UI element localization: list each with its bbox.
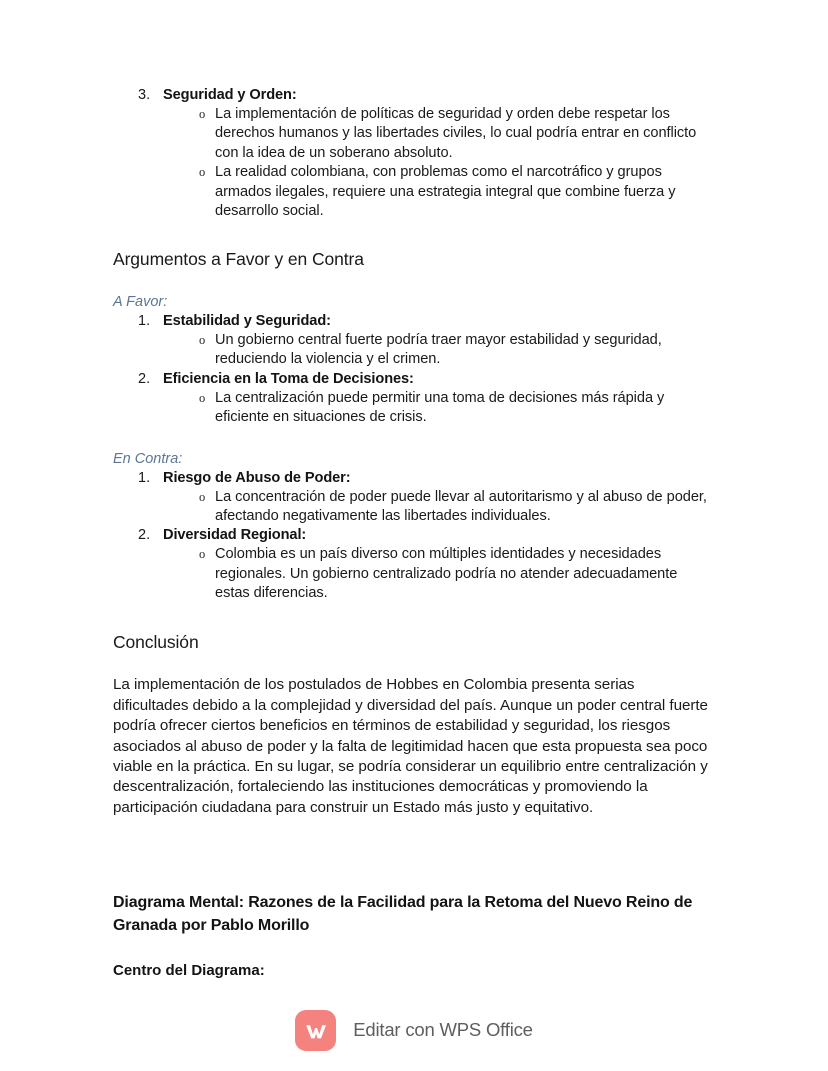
list-number-marker: 1.: [138, 313, 151, 330]
heading-conclusion: Conclusión: [113, 631, 199, 652]
list-item-title: Diversidad Regional:: [163, 527, 307, 544]
list-item-title: Eficiencia en la Toma de Decisiones:: [163, 370, 414, 387]
sublist-item-text: La implementación de políticas de seguridad y orden debe respetar los derechos humanos y las libertades civiles, lo cual podría entrar en conflicto con la idea de un soberano absoluto.: [215, 106, 697, 161]
wps-watermark-label: Editar con WPS Office: [353, 1019, 533, 1041]
list-item-title: Riesgo de Abuso de Poder:: [163, 469, 351, 486]
sublist: [163, 331, 713, 370]
subheading-en-contra: En Contra:: [113, 450, 183, 467]
sublist-item: [163, 105, 713, 163]
bullet-circle-icon: o: [199, 107, 206, 121]
document-content: [113, 86, 713, 981]
list-item: [113, 526, 713, 603]
wps-office-logo-icon: [295, 1010, 336, 1051]
bullet-circle-icon: o: [199, 489, 206, 504]
list-item-title: Estabilidad y Seguridad:: [163, 313, 331, 330]
sublist: [163, 105, 713, 221]
sublist: [163, 545, 713, 603]
sublist: [163, 389, 713, 428]
list-item: [113, 86, 713, 221]
list-item: [113, 469, 713, 527]
paragraph-conclusion: La implementación de los postulados de Hobbes en Colombia presenta serias dificultades debido a la complejidad y diversidad del país. Aunque un poder central fuerte podría ofrecer ciertos beneficios en términos de estabilidad y seguridad, los riesgos asociados al abuso de poder y la falta de legitimidad hacen que esta propuesta sea poco viable en la práctica. En su lugar, se podría considerar un equilibrio entre centralización y descentralización, fortaleciendo las instituciones democráticas y promoviendo la participación ciudadana para construir un Estado más justo y equitativo.: [113, 676, 708, 816]
bullet-circle-icon: o: [199, 333, 206, 348]
sublist-item: [163, 163, 713, 221]
heading-argumentos: Argumentos a Favor y en Contra: [113, 249, 364, 270]
bullet-circle-icon: o: [199, 165, 206, 180]
list-seguridad-y-orden: [113, 86, 713, 221]
sublist-item-text: Un gobierno central fuerte podría traer mayor estabilidad y seguridad, reduciendo la violencia y el crimen.: [215, 332, 662, 368]
bullet-circle-icon: o: [199, 547, 206, 562]
list-number-marker: 3.: [138, 87, 151, 103]
sublist-item: [163, 389, 713, 428]
list-number-marker: 1.: [138, 469, 151, 486]
heading-diagrama-mental: Diagrama Mental: Razones de la Facilidad para la Retoma del Nuevo Reino de Granada por Pablo Morillo: [113, 894, 693, 934]
sublist-item: [163, 545, 713, 603]
sublist-item: [163, 331, 713, 370]
sublist: [163, 488, 713, 527]
list-item-title: Seguridad y Orden:: [163, 87, 297, 103]
list-en-contra: [113, 469, 713, 604]
list-a-favor: [113, 312, 713, 428]
list-item: [113, 312, 713, 370]
list-item: [113, 370, 713, 428]
subheading-centro-del-diagrama: Centro del Diagrama:: [113, 961, 265, 979]
sublist-item-text: La centralización puede permitir una toma de decisiones más rápida y eficiente en situaciones de crisis.: [215, 389, 665, 426]
list-number-marker: 2.: [138, 370, 151, 387]
list-number-marker: 2.: [138, 527, 151, 544]
wps-watermark[interactable]: [0, 1010, 828, 1051]
sublist-item-text: La realidad colombiana, con problemas como el narcotráfico y grupos armados ilegales, requiere una estrategia integral que combine fuerza y desarrollo social.: [215, 164, 676, 220]
bullet-circle-icon: o: [199, 390, 206, 405]
sublist-item: [163, 488, 713, 527]
sublist-item-text: Colombia es un país diverso con múltiples identidades y necesidades regionales. Un gobierno centralizado podría no atender adecuadamente estas diferencias.: [215, 546, 678, 602]
sublist-item-text: La concentración de poder puede llevar al autoritarismo y al abuso de poder, afectando negativamente las libertades individuales.: [215, 488, 707, 524]
subheading-a-favor: A Favor:: [113, 294, 168, 311]
